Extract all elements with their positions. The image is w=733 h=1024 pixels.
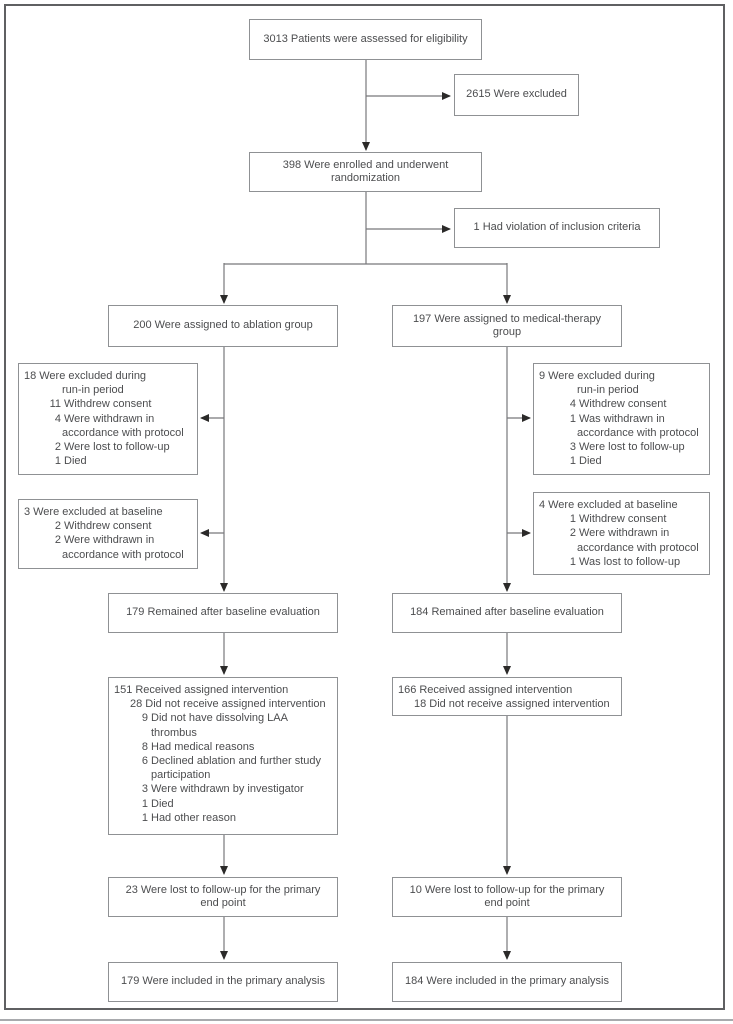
detail-line: 8 Had medical reasons bbox=[141, 740, 255, 753]
detail-line-count: 2 bbox=[54, 534, 61, 547]
detail-line: 1 Withdrew consent bbox=[539, 512, 705, 526]
box-ablation-baseline-exclusions bbox=[18, 499, 198, 569]
detail-line-count: 3 bbox=[24, 506, 31, 518]
detail-line: 4 Were excluded at baseline bbox=[539, 499, 678, 511]
detail-line: 2 Were withdrawn in bbox=[24, 533, 193, 547]
box-ablation-remained-label: 179 Remained after baseline evaluation bbox=[126, 606, 320, 619]
detail-line: 11 Withdrew consent bbox=[49, 398, 152, 411]
box-ablation-runin-exclusions bbox=[18, 363, 198, 475]
detail-line-count: 9 bbox=[141, 712, 148, 725]
detail-line-count: 1 bbox=[569, 555, 576, 568]
box-ablation-primary-analysis-label: 179 Were included in the primary analysis bbox=[120, 975, 325, 988]
detail-line: 1 Was lost to follow-up bbox=[539, 555, 705, 569]
detail-line-count: 1 bbox=[141, 811, 148, 824]
box-ablation-lost-followup-label: 23 Were lost to follow-up for the primary end point bbox=[125, 883, 321, 909]
box-ablation-intervention bbox=[108, 677, 338, 835]
box-medical-lost-followup-label: 10 Were lost to follow-up for the primary end point bbox=[409, 883, 605, 909]
box-excluded-screening bbox=[454, 74, 579, 116]
box-ablation-primary-analysis bbox=[108, 962, 338, 1002]
detail-line: 3 Were withdrawn by investigator bbox=[141, 783, 304, 796]
detail-line: 1 Was withdrawn in bbox=[539, 412, 705, 426]
detail-line-count: 3 bbox=[141, 783, 148, 796]
detail-line-count: 151 bbox=[114, 684, 133, 696]
detail-line-count: 18 bbox=[24, 370, 37, 382]
box-medical-primary-analysis bbox=[392, 962, 622, 1002]
box-violation-label: 1 Had violation of inclusion criteria bbox=[473, 221, 641, 234]
box-ablation-lost-followup bbox=[108, 877, 338, 917]
detail-line-count: 166 bbox=[398, 684, 417, 696]
detail-line: accordance with protocol bbox=[577, 541, 699, 554]
detail-line: 1 Died bbox=[24, 454, 193, 468]
detail-line: 18 Did not receive assigned intervention bbox=[414, 698, 610, 711]
box-assessed-label: 3013 Patients were assessed for eligibility bbox=[263, 32, 468, 45]
box-medical-remained bbox=[392, 593, 622, 633]
detail-line-count: 1 bbox=[569, 455, 576, 468]
detail-line-count: 6 bbox=[141, 755, 148, 768]
detail-line-count: 1 bbox=[569, 513, 576, 526]
detail-line-count: 2 bbox=[569, 527, 576, 540]
box-medical-baseline-exclusions bbox=[533, 492, 710, 575]
box-violation bbox=[454, 208, 660, 248]
detail-line-count: 2 bbox=[54, 520, 61, 533]
detail-line: accordance with protocol bbox=[62, 426, 184, 439]
detail-line-count: 4 bbox=[54, 412, 61, 425]
detail-line-count: 1 bbox=[569, 412, 576, 425]
detail-line: 1 Died bbox=[539, 454, 705, 468]
detail-line: 2 Were withdrawn in bbox=[539, 526, 705, 540]
detail-line: 6 Declined ablation and further study bbox=[141, 755, 321, 768]
box-medical-lost-followup bbox=[392, 877, 622, 917]
detail-line-count: 3 bbox=[569, 441, 576, 454]
detail-line: 3 Were lost to follow-up bbox=[539, 440, 705, 454]
detail-line: 166 Received assigned intervention bbox=[398, 684, 573, 696]
detail-line: 2 Were lost to follow-up bbox=[24, 440, 193, 454]
detail-line: run-in period bbox=[577, 384, 639, 397]
detail-line-count: 1 bbox=[54, 455, 61, 468]
box-medical-primary-analysis-label: 184 Were included in the primary analysis bbox=[404, 975, 609, 988]
box-medical-remained-label: 184 Remained after baseline evaluation bbox=[410, 606, 604, 619]
box-enrolled-label: 398 Were enrolled and underwent randomization bbox=[282, 158, 449, 184]
box-enrolled bbox=[249, 152, 482, 192]
detail-line: thrombus bbox=[151, 726, 197, 739]
box-medical-assigned-label: 197 Were assigned to medical-therapy group bbox=[412, 312, 602, 338]
detail-line-count: 28 bbox=[130, 698, 143, 711]
detail-line: 4 Were withdrawn in bbox=[24, 412, 193, 426]
detail-line: run-in period bbox=[62, 384, 124, 397]
detail-line: 28 Did not receive assigned intervention bbox=[130, 698, 326, 711]
detail-line-count: 8 bbox=[141, 740, 148, 753]
detail-line-count: 4 bbox=[539, 499, 546, 511]
box-assessed bbox=[249, 19, 482, 60]
box-medical-assigned bbox=[392, 305, 622, 347]
detail-line-count: 2 bbox=[54, 441, 61, 454]
detail-line: participation bbox=[151, 769, 211, 782]
box-ablation-assigned-label: 200 Were assigned to ablation group bbox=[133, 319, 313, 332]
detail-line-count: 11 bbox=[49, 398, 61, 411]
box-medical-intervention bbox=[392, 677, 622, 716]
detail-line-count: 18 bbox=[414, 698, 427, 711]
box-excluded-screening-label: 2615 Were excluded bbox=[466, 88, 567, 101]
detail-line: accordance with protocol bbox=[62, 548, 184, 561]
detail-line-count: 1 bbox=[141, 797, 148, 810]
detail-line: 2 Withdrew consent bbox=[24, 519, 193, 533]
detail-line: 9 Did not have dissolving LAA bbox=[141, 712, 288, 725]
figure-bottom-rule bbox=[0, 1019, 733, 1021]
box-ablation-remained bbox=[108, 593, 338, 633]
detail-line: 3 Were excluded at baseline bbox=[24, 506, 163, 518]
detail-line-count: 4 bbox=[569, 398, 576, 411]
detail-line: 1 Died bbox=[141, 797, 174, 810]
detail-line: accordance with protocol bbox=[577, 426, 699, 439]
detail-line: 18 Were excluded during bbox=[24, 370, 147, 382]
detail-line: 9 Were excluded during bbox=[539, 370, 655, 382]
detail-line: 151 Received assigned intervention bbox=[114, 684, 289, 696]
detail-line-count: 9 bbox=[539, 370, 546, 382]
detail-line: 1 Had other reason bbox=[141, 811, 236, 824]
detail-line: 4 Withdrew consent bbox=[539, 397, 705, 411]
box-medical-runin-exclusions bbox=[533, 363, 710, 475]
box-ablation-assigned bbox=[108, 305, 338, 347]
